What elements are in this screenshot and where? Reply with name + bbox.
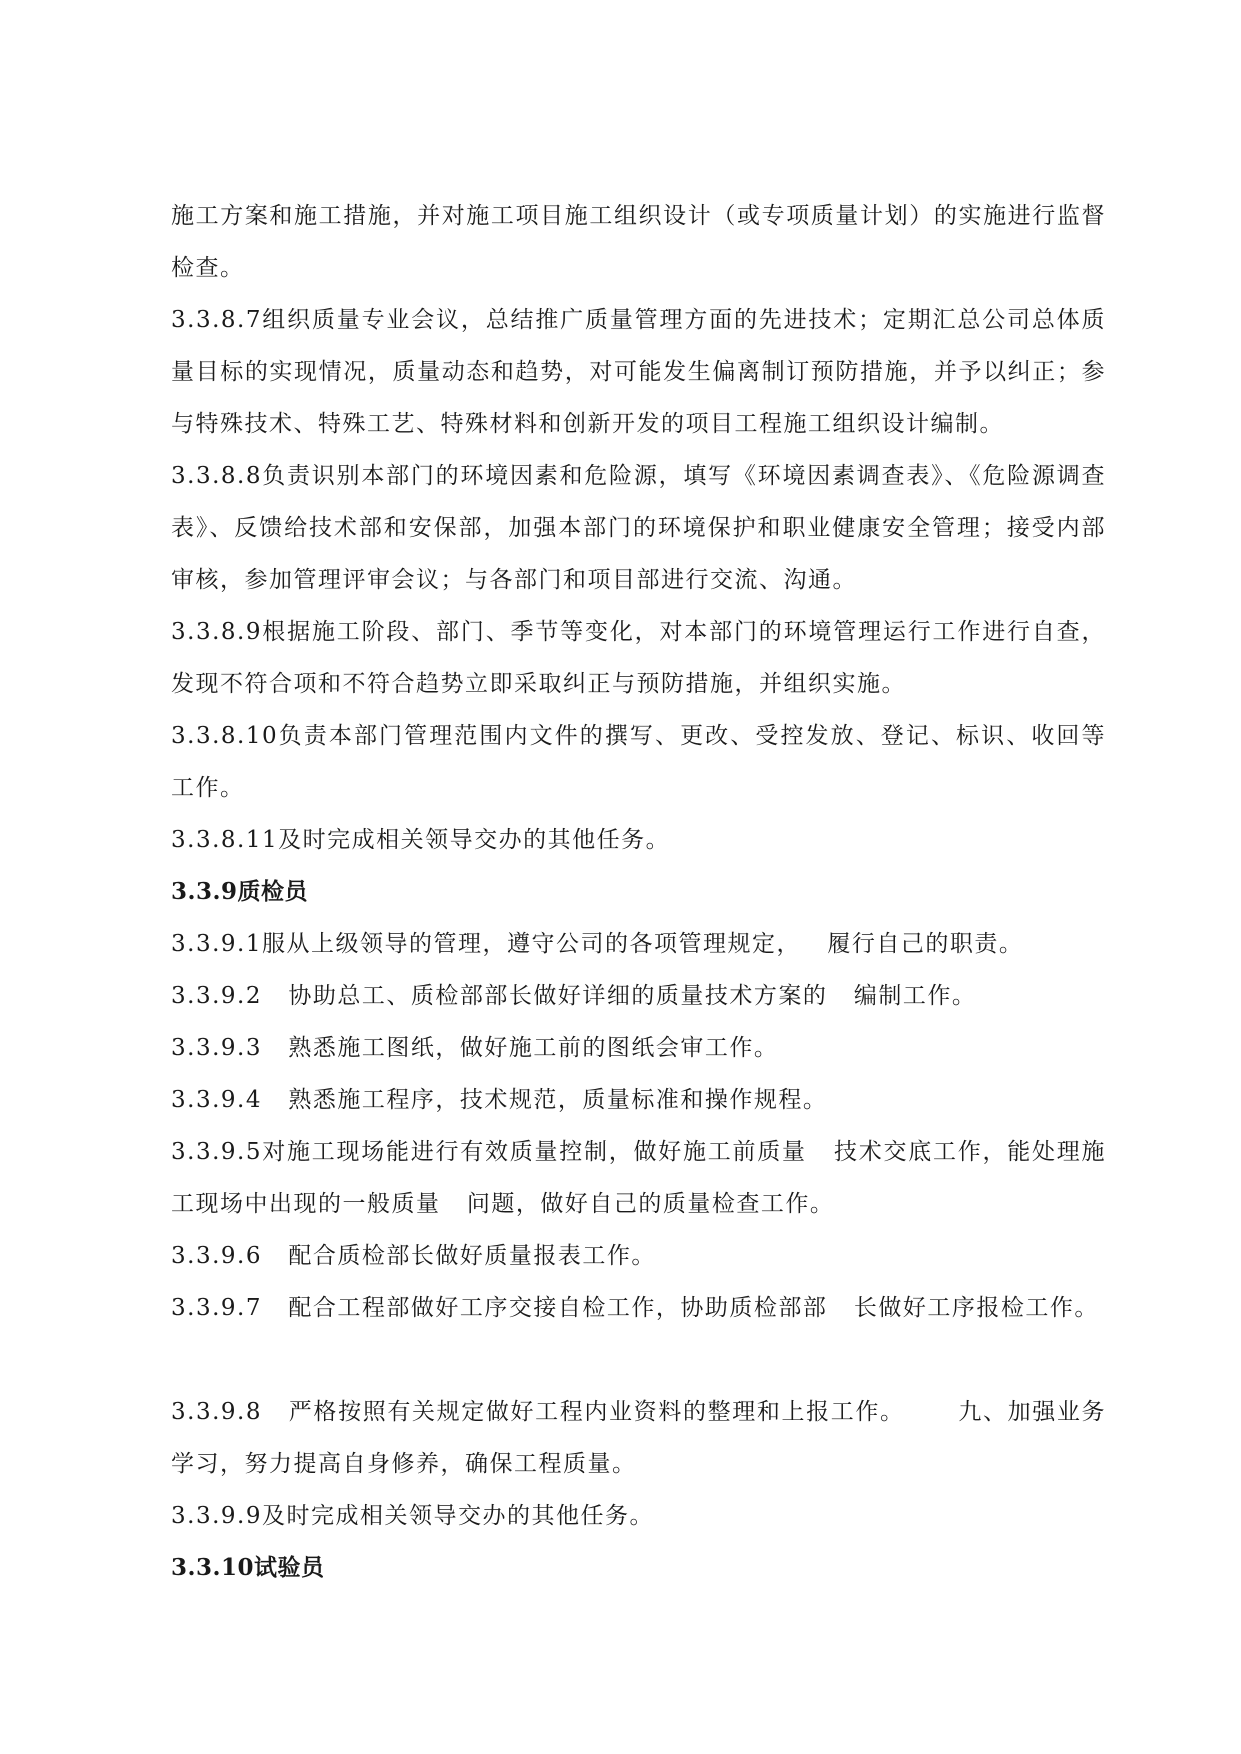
paragraph-3-3-9-9: 3.3.9.9及时完成相关领导交办的其他任务。 [171, 1503, 654, 1529]
paragraph-3-3-8-11: 3.3.8.11及时完成相关领导交办的其他任务。 [171, 827, 671, 853]
blank-line [171, 1334, 1106, 1386]
paragraph-3-3-9-5: 3.3.9.5对施工现场能进行有效质量控制，做好施工前质量 技术交底工作，能处理施工现场中出现的一般质量 问题，做好自己的质量检查工作。 [171, 1139, 1106, 1217]
document-page [171, 190, 1106, 1594]
paragraph-3-3-9-6: 3.3.9.6 配合质检部长做好质量报表工作。 [171, 1243, 656, 1269]
section-heading-quality-inspector: 3.3.9质检员 [171, 878, 309, 905]
section-heading-test-technician: 3.3.10试验员 [171, 1554, 325, 1581]
paragraph-construction-plan: 施工方案和施工措施，并对施工项目施工组织设计（或专项质量计划）的实施进行监督检查。 [171, 203, 1106, 281]
paragraph-3-3-9-2: 3.3.9.2 协助总工、质检部部长做好详细的质量技术方案的 编制工作。 [171, 983, 977, 1009]
paragraph-3-3-9-4: 3.3.9.4 熟悉施工程序，技术规范，质量标准和操作规程。 [171, 1087, 828, 1113]
paragraph-3-3-8-8: 3.3.8.8负责识别本部门的环境因素和危险源，填写《环境因素调查表》、《危险源调查表》、反馈给技术部和安保部，加强本部门的环境保护和职业健康安全管理；接受内部审核，参加管理评审会议；与各部门和项目部进行交流、沟通。 [171, 463, 1106, 593]
paragraph-3-3-9-1: 3.3.9.1服从上级领导的管理，遵守公司的各项管理规定， 履行自己的职责。 [171, 931, 1024, 957]
paragraph-3-3-9-3: 3.3.9.3 熟悉施工图纸，做好施工前的图纸会审工作。 [171, 1035, 779, 1061]
paragraph-3-3-9-7: 3.3.9.7 配合工程部做好工序交接自检工作，协助质检部部 长做好工序报检工作。 [171, 1295, 1099, 1321]
paragraph-3-3-9-8: 3.3.9.8 严格按照有关规定做好工程内业资料的整理和上报工作。 九、加强业务学习，努力提高自身修养，确保工程质量。 [171, 1399, 1106, 1477]
paragraph-3-3-8-7: 3.3.8.7组织质量专业会议，总结推广质量管理方面的先进技术；定期汇总公司总体质量目标的实现情况，质量动态和趋势，对可能发生偏离制订预防措施，并予以纠正；参与特殊技术、特殊工艺、特殊材料和创新开发的项目工程施工组织设计编制。 [171, 307, 1106, 437]
paragraph-3-3-8-9: 3.3.8.9根据施工阶段、部门、季节等变化，对本部门的环境管理运行工作进行自查，发现不符合项和不符合趋势立即采取纠正与预防措施，并组织实施。 [171, 619, 1106, 697]
paragraph-3-3-8-10: 3.3.8.10负责本部门管理范围内文件的撰写、更改、受控发放、登记、标识、收回等工作。 [171, 723, 1106, 801]
